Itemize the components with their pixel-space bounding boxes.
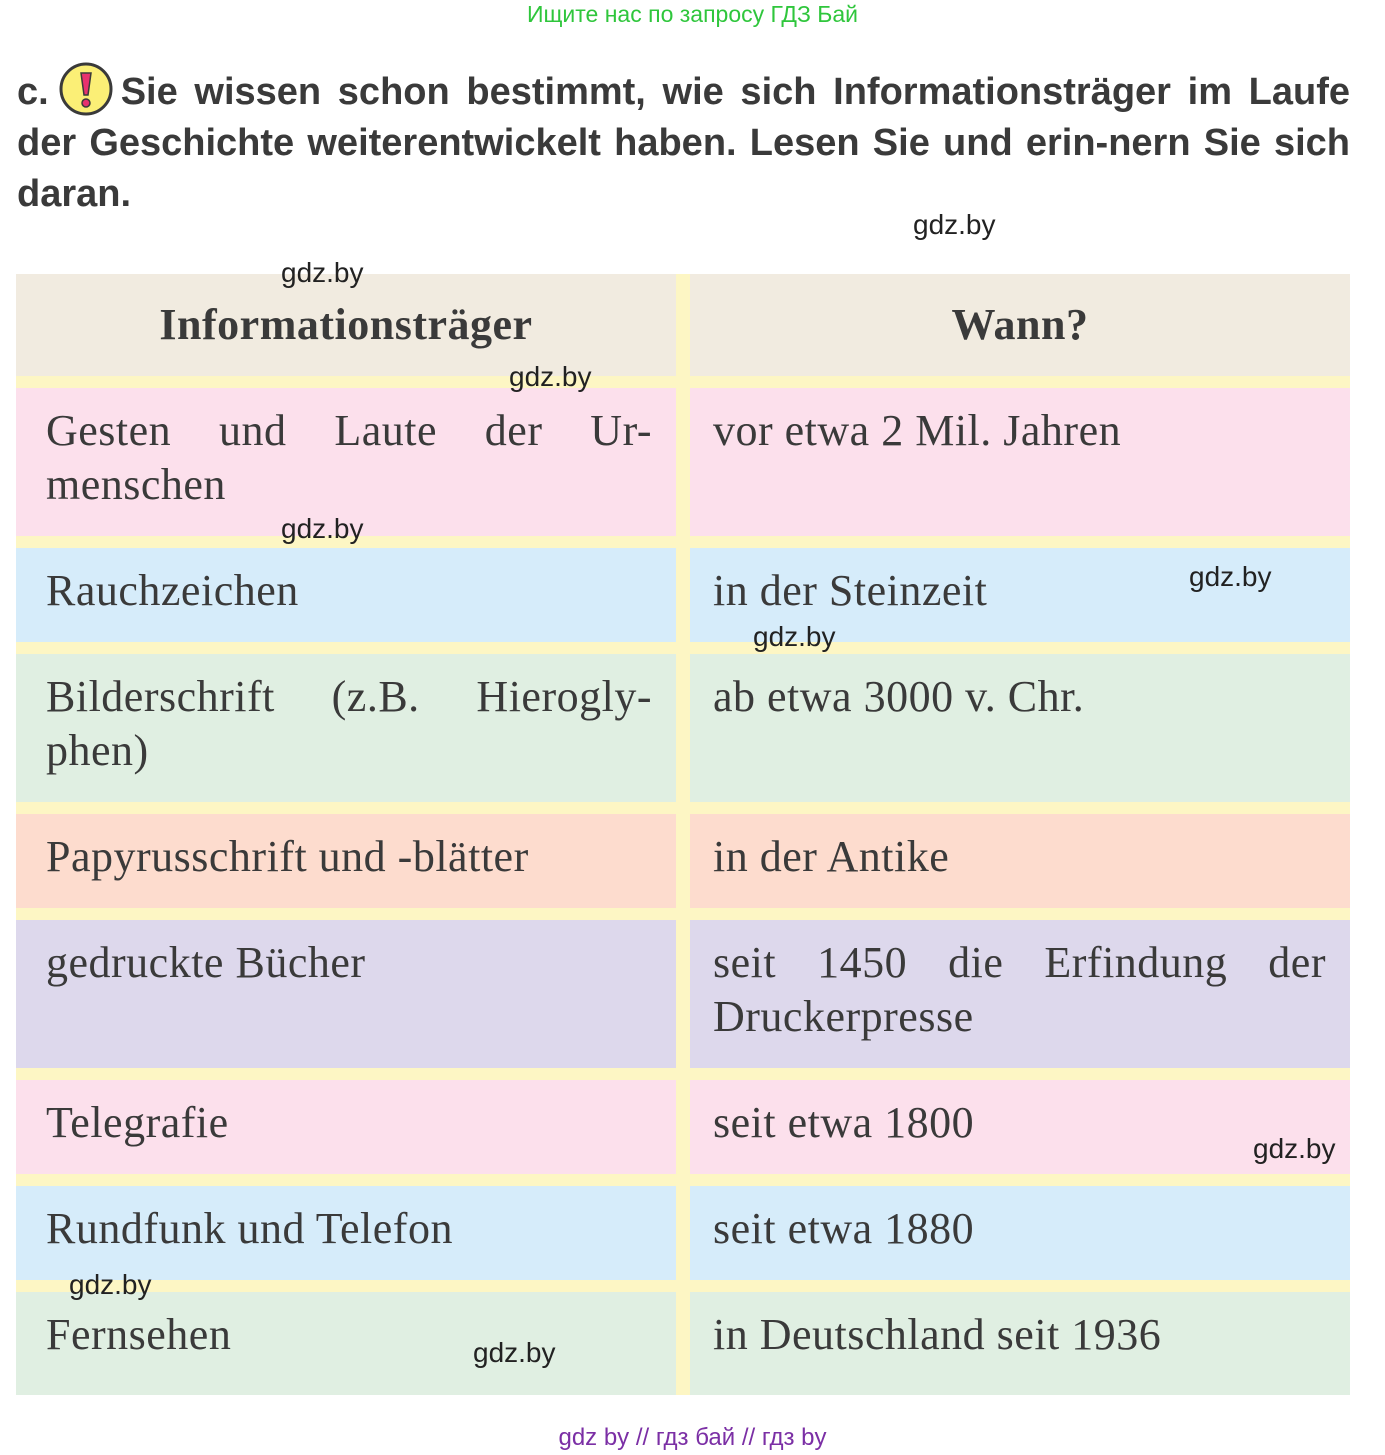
watermark: gdz.by — [913, 209, 996, 240]
row-7-carrier: Rundfunk und Telefon — [16, 1186, 676, 1280]
top-banner: Ищите нас по запросу ГДЗ Бай — [526, 1, 859, 27]
watermark: gdz.by — [1189, 561, 1272, 592]
watermark: gdz.by — [281, 513, 364, 544]
row-4-carrier: Papyrusschrift und -blätter — [16, 814, 676, 908]
task-instruction — [17, 62, 1350, 220]
header-when: Wann? — [690, 274, 1350, 376]
row-4-when: in der Antike — [690, 814, 1350, 908]
row-5-carrier: gedruckte Bücher — [16, 920, 676, 1068]
row-6-carrier: Telegrafie — [16, 1080, 676, 1174]
row-1-when: vor etwa 2 Mil. Jahren — [690, 388, 1350, 536]
row-2-when: in der Steinzeit — [690, 548, 1350, 642]
watermark: gdz.by — [753, 621, 836, 652]
row-2-carrier: Rauchzeichen — [16, 548, 676, 642]
header-carrier: Informationsträger — [16, 274, 676, 376]
watermark: gdz.by — [1253, 1133, 1336, 1164]
info-carriers-table — [16, 274, 1350, 1395]
row-3-carrier: Bilderschrift (z.B. Hierogly-phen) — [16, 654, 676, 802]
row-7-when: seit etwa 1880 — [690, 1186, 1350, 1280]
footer-links: gdz by // гдз бай // гдз by — [558, 1424, 827, 1451]
watermark: gdz.by — [281, 257, 364, 288]
row-6-when: seit etwa 1800 — [690, 1080, 1350, 1174]
row-1-carrier: Gesten und Laute der Ur-menschen — [16, 388, 676, 536]
row-3-when: ab etwa 3000 v. Chr. — [690, 654, 1350, 802]
exclamation-icon — [59, 62, 113, 116]
watermark: gdz.by — [69, 1269, 152, 1300]
row-5-when: seit 1450 die Erfindung der Druckerpresse — [690, 920, 1350, 1068]
row-8-when: in Deutschland seit 1936 — [690, 1292, 1350, 1395]
watermark: gdz.by — [473, 1337, 556, 1368]
task-text: Sie wissen schon bestimmt, wie sich Informationsträger im Laufe der Geschichte weiterentwickelt haben. Lesen Sie und erin-nern Sie sich daran. — [17, 71, 1350, 215]
row-8-carrier: Fernsehen — [16, 1292, 676, 1395]
task-letter: c. — [17, 71, 49, 113]
watermark: gdz.by — [509, 361, 592, 392]
